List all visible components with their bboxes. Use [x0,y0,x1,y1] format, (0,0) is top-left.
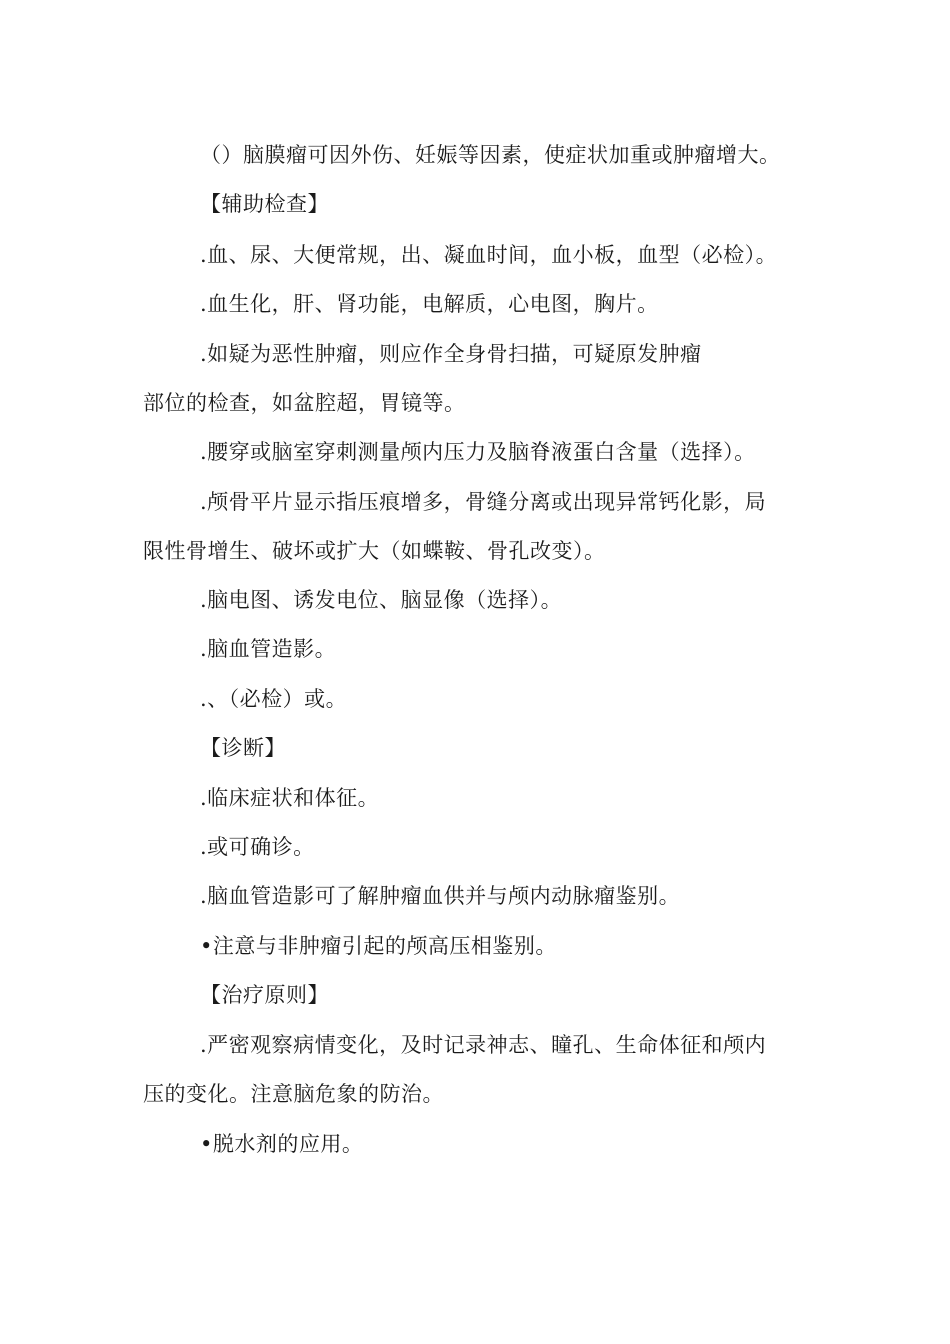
list-item-biochemistry: .血生化，肝、肾功能，电解质，心电图，胸片。 [200,292,659,316]
list-item-clinical-signs: .临床症状和体征。 [200,786,380,810]
list-item-routine-tests: .血、尿、大便常规，出、凝血时间，血小板，血型（必检）。 [200,243,778,267]
list-item-observation: .严密观察病情变化，及时记录神志、瞳孔、生命体征和颅内 [200,1033,767,1057]
list-item-skull-xray: .颅骨平片显示指压痕增多，骨缝分离或出现异常钙化影，局 [200,490,767,514]
list-item-malignancy-scan: .如疑为恶性肿瘤，则应作全身骨扫描，可疑原发肿瘤 [200,342,702,366]
list-item-skull-xray-cont: 限性骨增生、破坏或扩大（如蝶鞍、骨孔改变）。 [143,539,606,563]
paragraph-meningioma-note: （）脑膜瘤可因外伤、妊娠等因素，使症状加重或肿瘤增大。 [200,143,781,167]
list-item-dehydration: •脱水剂的应用。 [200,1132,364,1156]
list-item-differential: •注意与非肿瘤引起的颅高压相鉴别。 [200,934,557,958]
list-item-required-check: .、（必检）或。 [200,687,348,711]
list-item-angiography-diff: .脑血管造影可了解肿瘤血供并与颅内动脉瘤鉴别。 [200,884,681,908]
section-heading-diagnosis: 【诊断】 [200,736,286,760]
list-item-angiography: .脑血管造影。 [200,637,337,661]
list-item-eeg: .脑电图、诱发电位、脑显像（选择）。 [200,588,563,612]
section-heading-treatment: 【治疗原则】 [200,983,329,1007]
list-item-observation-cont: 压的变化。注意脑危象的防治。 [143,1082,444,1106]
list-item-lumbar-puncture: .腰穿或脑室穿刺测量颅内压力及脑脊液蛋白含量（选择）。 [200,440,756,464]
list-item-malignancy-scan-cont: 部位的检查，如盆腔超，胃镜等。 [143,391,466,415]
list-item-confirm: .或可确诊。 [200,835,315,859]
section-heading-auxiliary-exam: 【辅助检查】 [200,192,329,216]
